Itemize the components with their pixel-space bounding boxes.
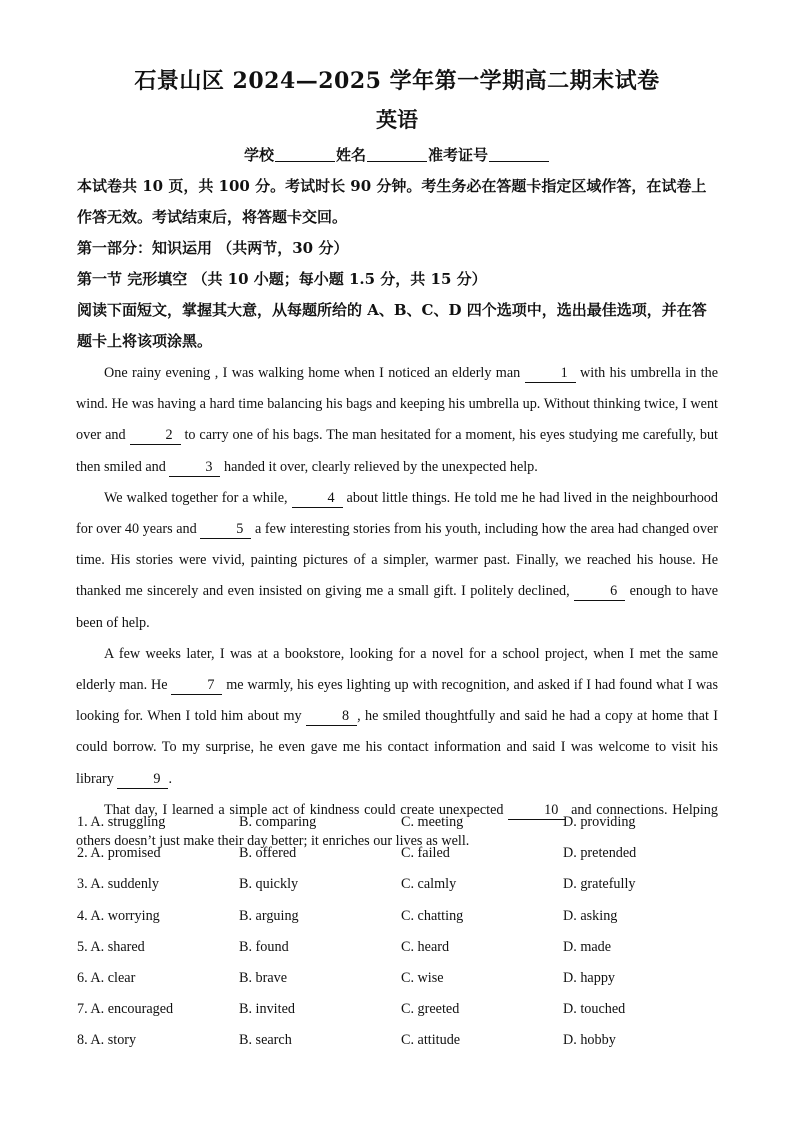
option-a: 4. A. worrying: [77, 907, 160, 924]
option-c: C. meeting: [401, 814, 464, 831]
blank-3: 3: [169, 458, 220, 477]
name-label: 姓名: [335, 146, 366, 164]
section1-heading: 第一节 完形填空 （共 10 小题；每小题 1.5 分，共 15 分）: [77, 270, 487, 288]
directions: 阅读下面短文，掌握其大意，从每题所给的 A、B、C、D 四个选项中，选出最佳选项，并在答题卡上将该项涂黑。: [77, 301, 707, 350]
option-d: D. providing: [563, 814, 636, 831]
option-a: 5. A. shared: [77, 938, 145, 955]
blank-4: 4: [292, 489, 343, 508]
option-c: C. heard: [401, 938, 450, 955]
option-b: B. search: [239, 1032, 292, 1049]
blank-1: 1: [525, 364, 576, 383]
options-row: [77, 901, 727, 932]
option-b: B. quickly: [239, 876, 299, 893]
blank-2: 2: [130, 426, 181, 445]
option-a: 7. A. encouraged: [77, 1001, 174, 1018]
blank-8: 8: [306, 707, 357, 726]
subject-title: 英语: [376, 107, 418, 132]
option-b: B. arguing: [239, 907, 299, 924]
passage-paragraph-4: That day, I learned a simple act of kindness could create unexpected 10 and connections. Helping others doesn’t just make their day better; it enriches our lives as well.: [76, 801, 718, 850]
option-d: D. made: [563, 938, 612, 955]
option-c: C. attitude: [401, 1032, 461, 1049]
blank-10: 10: [508, 801, 566, 820]
option-b: B. invited: [239, 1001, 295, 1018]
option-b: B. comparing: [239, 814, 317, 831]
options-row: [77, 1025, 727, 1056]
option-c: C. calmly: [401, 876, 457, 893]
option-a: 8. A. story: [77, 1032, 137, 1049]
school-blank[interactable]: [275, 147, 335, 162]
exam-title: 石景山区 2024—2025 学年第一学期高二期末试卷: [134, 68, 660, 94]
option-b: B. offered: [239, 845, 297, 862]
option-d: D. pretended: [563, 845, 637, 862]
option-c: C. failed: [401, 845, 450, 862]
blank-7: 7: [171, 676, 222, 695]
option-d: D. asking: [563, 907, 618, 924]
passage-paragraph-3: A few weeks later, I was at a bookstore, looking for a novel for a school project, when I met the same elderly man. He 7 me warmly, his eyes lighting up with recognition, and asked if I had found what I was looking for. When I told him about my 8 , he smiled thoughtfully and said he had a copy at home that I could borrow. To my surprise, he even gave me his contact information and said I was welcome to visit his library 9 .: [76, 645, 719, 787]
option-d: D. happy: [563, 970, 616, 987]
student-info-line: [0, 144, 794, 165]
options-row: [77, 932, 727, 963]
option-d: D. hobby: [563, 1032, 616, 1049]
option-d: D. gratefully: [563, 876, 636, 893]
option-a: 3. A. suddenly: [77, 876, 159, 893]
blank-6: 6: [574, 582, 625, 601]
options-row: [77, 807, 727, 838]
part1-heading: 第一部分：知识运用 （共两节，30 分）: [77, 239, 349, 257]
option-d: D. touched: [563, 1001, 626, 1018]
answer-options: [77, 807, 727, 1057]
option-b: B. found: [239, 938, 289, 955]
option-a: 6. A. clear: [77, 970, 136, 987]
name-blank[interactable]: [367, 147, 427, 162]
option-b: B. brave: [239, 970, 288, 987]
options-row: [77, 838, 727, 869]
options-row: [77, 994, 727, 1025]
exam-id-label: 准考证号: [428, 146, 489, 164]
exam-notice: 本试卷共 10 页，共 100 分。考试时长 90 分钟。考生务必在答题卡指定区域作答，在试卷上作答无效。考试结束后，将答题卡交回。: [77, 177, 707, 226]
option-c: C. greeted: [401, 1001, 460, 1018]
school-label: 学校: [243, 146, 274, 164]
passage-paragraph-2: We walked together for a while, 4 about little things. He told me he had lived in the neighbourhood for over 40 years and 5 a few interesting stories from his youth, including how the area had changed over time. His stories were vivid, painting pictures of a simpler, warmer past. Finally, we reached his house. He thanked me sincerely and even insisted on giving me a small gift. I politely declined, 6 enough to have been of help.: [76, 489, 719, 631]
cloze-passage: [76, 358, 718, 857]
passage-paragraph-1: One rainy evening , I was walking home when I noticed an elderly man 1 with his umbrella in the wind. He was having a hard time balancing his bags and keeping his umbrella up. Without thinking twice, I went over and 2 to carry one of his bags. The man hesitated for a moment, his eyes studying me carefully, but then smiled and 3 handed it over, clearly relieved by the unexpected help.: [76, 365, 718, 475]
options-row: [77, 869, 727, 900]
option-a: 2. A. promised: [77, 845, 161, 862]
blank-5: 5: [200, 520, 251, 539]
option-c: C. chatting: [401, 907, 464, 924]
options-row: [77, 963, 727, 994]
blank-9: 9: [117, 770, 168, 789]
option-a: 1. A. struggling: [77, 814, 166, 831]
option-c: C. wise: [401, 970, 444, 987]
exam-id-blank[interactable]: [489, 147, 549, 162]
